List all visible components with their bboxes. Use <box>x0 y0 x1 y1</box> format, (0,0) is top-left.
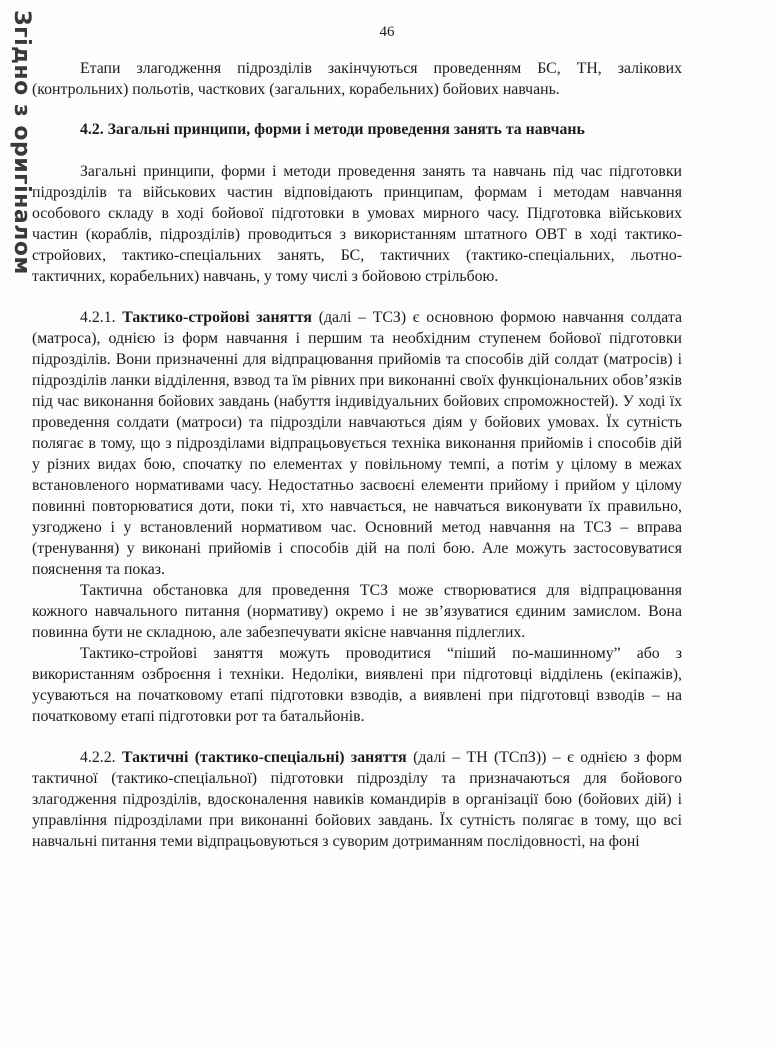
paragraph-text: (далі – ТСЗ) є основною формою навчання солдата (матроса), однією із форм навчання і першим та необхідним ступенем бойової підготовки підрозділів. Вони призначенні для відпрацювання прийомів та способів дій солдат (матросів) і підрозділів ланки відділення, взвод та їм рівних при виконанні своїх функціональних обов’язків під час виконання бойових завдань (набуття індивідуальних бойових спроможностей). У ході їх проведення солдати (матроси) та підрозділи навчаються діям у бойових умовах. Їх сутність полягає в тому, що з підрозділами відпрацьовується техніка виконання прийомів і способів дій у різних видах бою, спочатку по елементах у повільному темпі, а потім у цілому в межах встановленого нормативами часу. Недостатньо засвоєні елементи прийому і прийом у цілому повинні повторюватися доти, поки ті, хто навчається, не навчаться виконувати їх правильно, узгоджено і у встановлений нормативом час. Основний метод навчання на ТСЗ – вправа (тренування) у виконані прийомів і способів дій на полі бою. Але можуть застосовуватися пояснення та показ. <box>32 309 682 578</box>
stamp-text: Згідно з оригіналом <box>9 10 34 275</box>
paragraph-drill-modes: Тактико-стройові заняття можуть проводитися “піший по-машинному” або з використанням озброєння і техніки. Недоліки, виявлені при підготовці відділень (екіпажів), усуваються на початковому етапі підготовки взводів, а виявлені при підготовці взводів – на початковому етапі підготовки рот та батальйонів. <box>32 645 682 725</box>
paragraph-general-principles: Загальні принципи, форми і методи проведення занять та навчань під час підготовки підрозділів та військових частин відповідають принципам, формам і методам навчання особового складу в ході бойової підготовки в умовах мирного часу. Підготовка військових частин (кораблів, підрозділів) проводиться з використанням штатного ОВТ в ході тактико-стройових, тактико-спеціальних занять, БС, тактичних (тактико-спеціальних, льотно-тактичних, корабельних) навчань, у тому числі з бойовою стрільбою. <box>32 163 682 285</box>
item-number: 4.2.2. <box>80 749 116 766</box>
paragraph-text: (далі – ТН (ТСпЗ)) – є однією з форм тактичної (тактико-спеціальної) підготовки підрозділу та призначаються для бойового злагодження підрозділів, вдосконалення навиків командирів в організації бою (бойових дій) і управління підрозділами при виконанні бойових завдань. Їх сутність полягає в тому, що всі навчальні питання теми відпрацьовуються з суворим дотриманням послідовності, на фоні <box>32 749 683 850</box>
section-heading: 4.2. Загальні принципи, форми і методи проведення занять та навчань <box>80 121 585 138</box>
page-number: 46 <box>379 24 395 40</box>
term-tactical-exercises: Тактичні (тактико-спеціальні) заняття <box>121 749 407 766</box>
document-body <box>32 58 682 852</box>
paragraph-tactical-drill <box>32 307 682 580</box>
paragraph-tactical-exercises <box>32 747 682 852</box>
paragraph-tactical-situation: Тактична обстановка для проведення ТСЗ може створюватися для відпрацювання кожного навчального питання (нормативу) окремо і не зв’язуватися єдиним замислом. Вона повинна бути не складною, але забезпечувати якісне навчання підлеглих. <box>32 582 682 641</box>
term-tactical-drill: Тактико-стройові заняття <box>122 309 312 326</box>
item-number: 4.2.1. <box>80 309 116 326</box>
paragraph-stages: Етапи злагодження підрозділів закінчуються проведенням БС, ТН, залікових (контрольних) польотів, часткових (загальних, корабельних) бойових навчань. <box>32 60 682 98</box>
